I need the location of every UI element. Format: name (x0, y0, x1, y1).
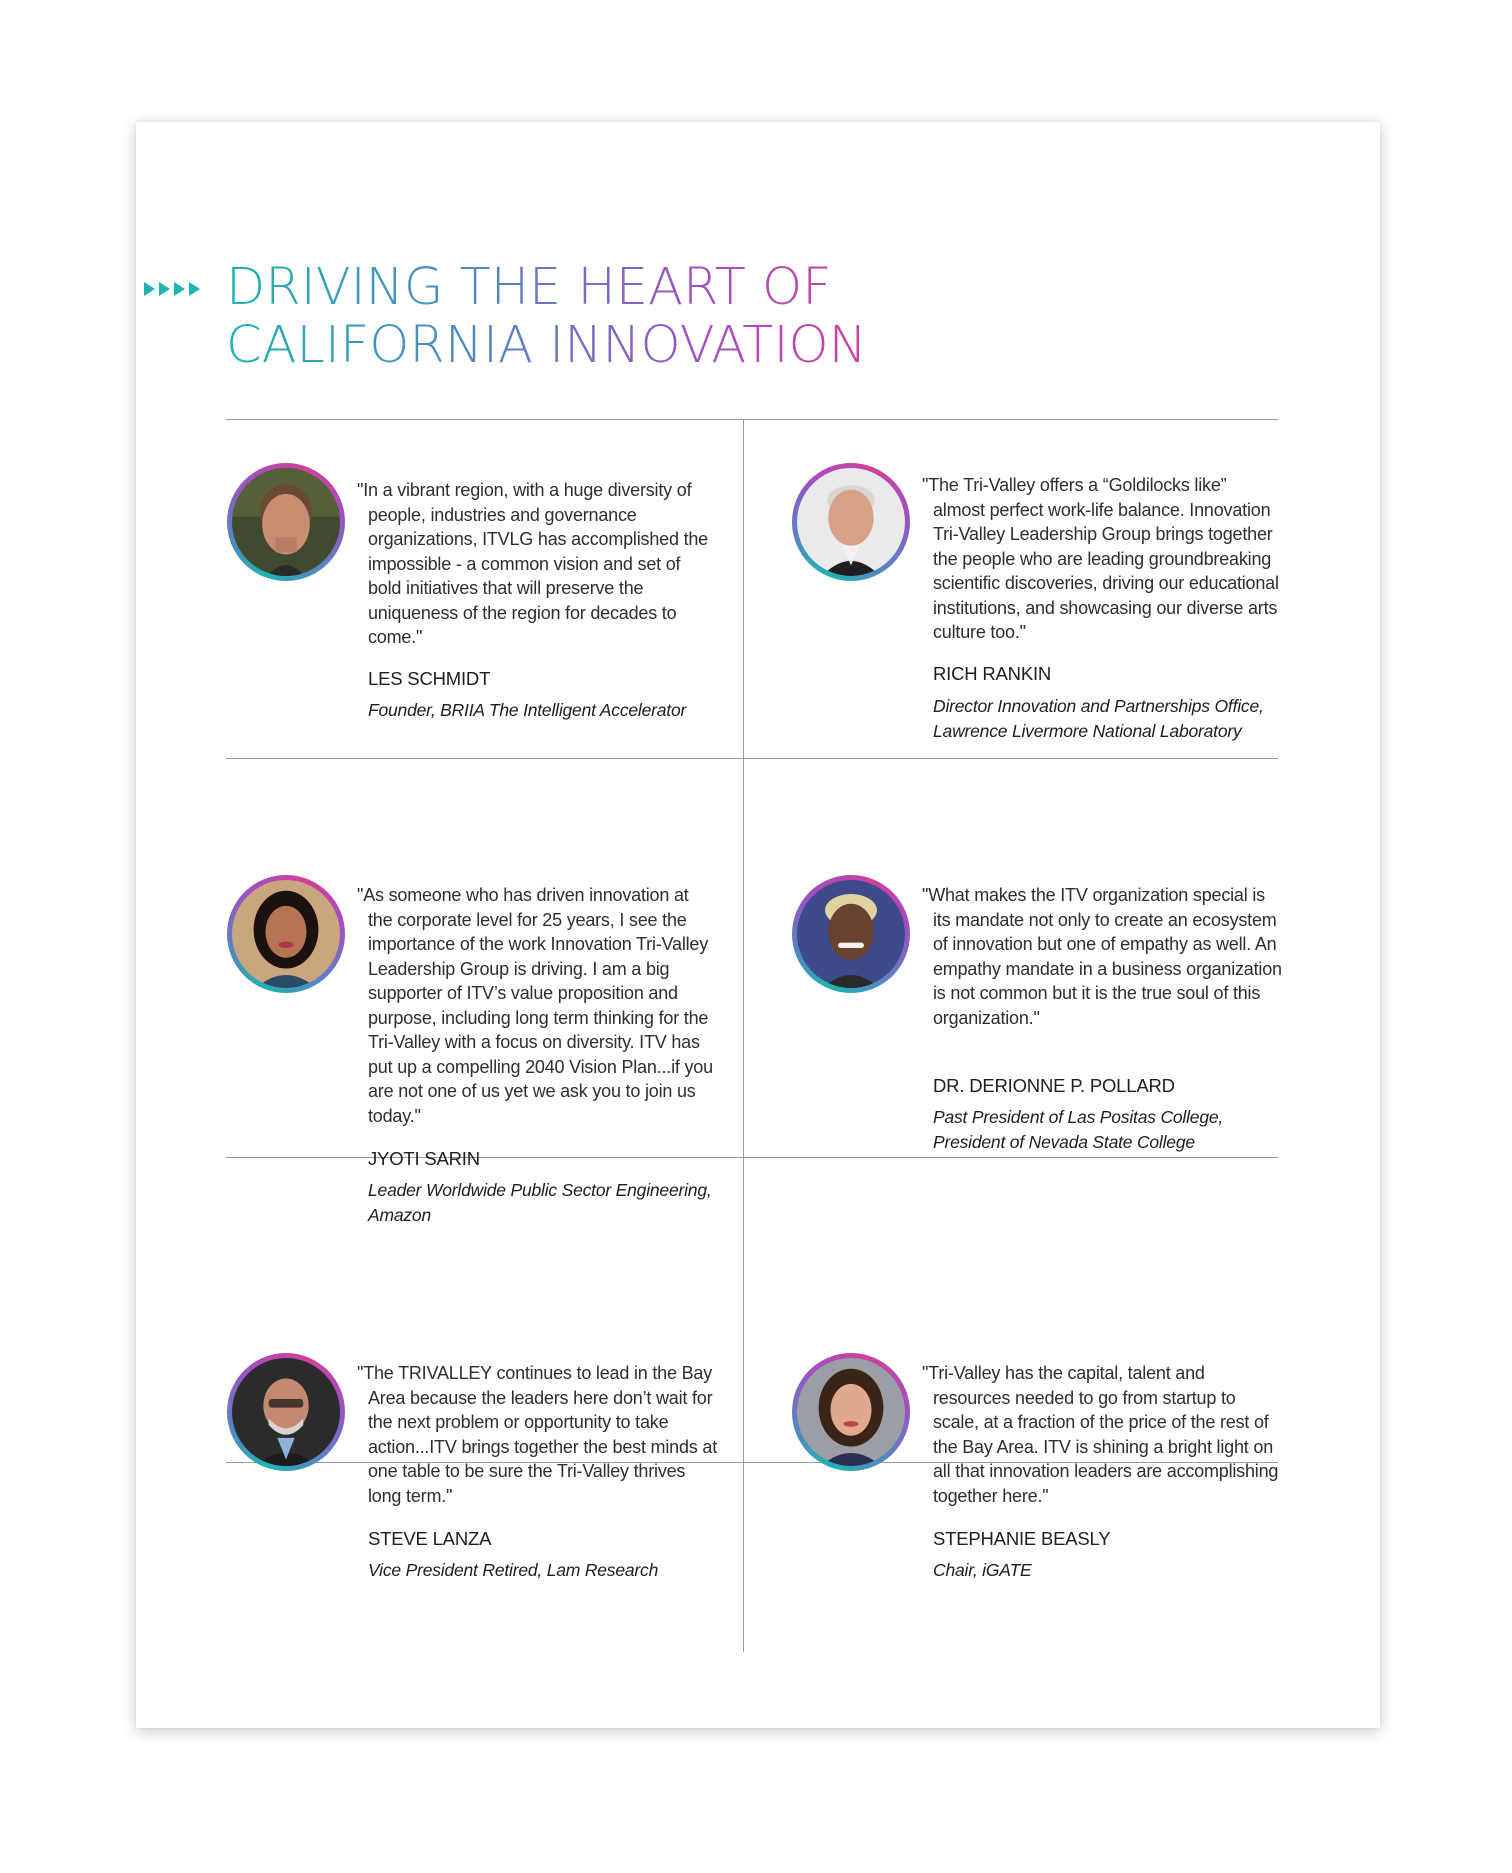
testimonial-quote: "What makes the ITV organization special is its mandate not only to create an ecosystem of innovation but one of empathy as well. An empathy mandate in a business organization is not common but it is the true soul of this organization." (922, 885, 1282, 1028)
avatar (792, 875, 910, 993)
avatar (227, 463, 345, 581)
testimonial-role: Past President of Las Positas College, President of Nevada State College (933, 1107, 1224, 1152)
triangle-right-icon (144, 282, 155, 296)
testimonial-name: RICH RANKIN (933, 663, 1052, 684)
testimonial-name: DR. DERIONNE P. POLLARD (933, 1075, 1175, 1096)
testimonial-name: STEVE LANZA (368, 1528, 492, 1549)
triangle-right-icon (174, 282, 185, 296)
testimonial-name: STEPHANIE BEASLY (933, 1528, 1111, 1549)
portrait-photo (232, 468, 340, 576)
divider-column (743, 419, 744, 1652)
testimonial-quote: "The Tri-Valley offers a “Goldilocks like” almost perfect work-life balance. Innovation Tri-Valley Leadership Group brings together the people who are leading groundbreaking scientific discoveries, driving our educational institutions, and showcasing our diverse arts culture too." (922, 475, 1279, 642)
avatar (792, 1353, 910, 1471)
testimonial-role: Chair, iGATE (933, 1560, 1032, 1580)
testimonial-name: JYOTI SARIN (368, 1148, 480, 1169)
testimonial-quote: "The TRIVALLEY continues to lead in the Bay Area because the leaders here don’t wait for the next problem or opportunity to take action...ITV brings together the best minds at one table to be sure the Tri-Valley thrives long term." (357, 1363, 717, 1506)
portrait-photo (232, 1358, 340, 1466)
testimonial-name: LES SCHMIDT (368, 668, 491, 689)
testimonial-role: Director Innovation and Partnerships Office, Lawrence Livermore National Laboratory (933, 696, 1264, 741)
testimonial-quote: "Tri-Valley has the capital, talent and resources needed to go from startup to scale, at a fraction of the price of the rest of the Bay Area. ITV is shining a bright light on all that innovation leaders are accomplishing together here." (922, 1363, 1279, 1506)
triangle-right-icon (189, 282, 200, 296)
testimonial-role: Leader Worldwide Public Sector Engineering, Amazon (368, 1180, 712, 1225)
portrait-photo (797, 468, 905, 576)
page-title (226, 259, 867, 375)
testimonial-quote: "As someone who has driven innovation at the corporate level for 25 years, I see the importance of the work Innovation Tri-Valley Leadership Group is driving. I am a big supporter of ITV’s value proposition and purpose, including long term thinking for the Tri-Valley with a focus on diversity. ITV has put up a compelling 2040 Vision Plan...if you are not one of us yet we ask you to join us today." (357, 885, 713, 1126)
divider-top (226, 419, 1278, 420)
portrait-photo (797, 1358, 905, 1466)
testimonial-role: Vice President Retired, Lam Research (368, 1560, 659, 1580)
page-title-line-1: DRIVING THE HEART OF (226, 259, 867, 317)
avatar (227, 1353, 345, 1471)
divider-row-1 (226, 758, 1278, 759)
triangle-right-icon (159, 282, 170, 296)
testimonial-role: Founder, BRIIA The Intelligent Accelerator (368, 700, 687, 720)
brochure-page (136, 122, 1380, 1728)
portrait-photo (797, 880, 905, 988)
page-title-line-2: CALIFORNIA INNOVATION (226, 316, 867, 375)
testimonial-quote: "In a vibrant region, with a huge diversity of people, industries and governance organizations, ITVLG has accomplished the impossible - a common vision and set of bold initiatives that will preserve the uniqueness of the region for decades to come." (357, 480, 708, 647)
avatar (792, 463, 910, 581)
avatar (227, 875, 345, 993)
portrait-photo (232, 880, 340, 988)
title-arrows (144, 282, 200, 296)
